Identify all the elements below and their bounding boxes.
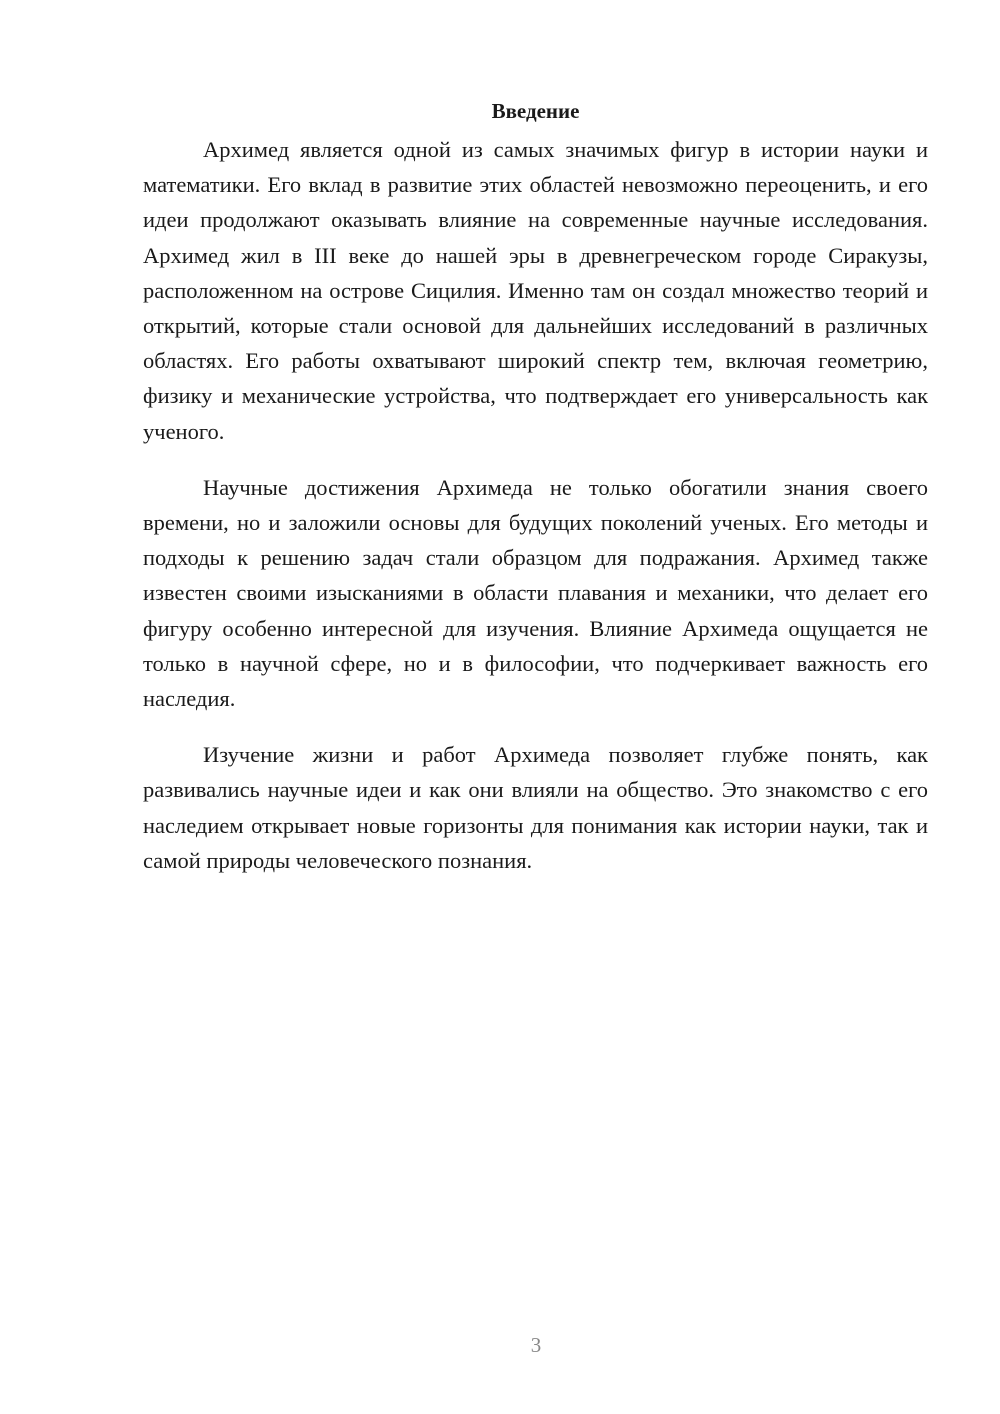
paragraph-1: Архимед является одной из самых значимых фигур в истории науки и математики. Его вклад в развитие этих областей невозможно переоценить, и его идеи продолжают оказывать влияние на современные научные исследования. Архимед жил в III веке до нашей эры в древнегреческом городе Сиракузы, расположенном на острове Сицилия. Именно там он создал множество теорий и открытий, которые стали основой для дальнейших исследований в различных областях. Его работы охватывают широкий спектр тем, включая геометрию, физику и механические устройства, что подтверждает его универсальность как ученого. [143,137,928,444]
section-heading: Введение [491,99,580,123]
paragraph-3: Изучение жизни и работ Архимеда позволяет глубже понять, как развивались научные идеи и как они влияли на общество. Это знакомство с его наследием открывает новые горизонты для понимания как истории науки, так и самой природы человеческого познания. [143,742,928,873]
page-number: 3 [530,1333,542,1357]
paragraph-2: Научные достижения Архимеда не только обогатили знания своего времени, но и заложили основы для будущих поколений ученых. Его методы и подходы к решению задач стали образцом для подражания. Архимед также известен своими изысканиями в области плавания и механики, что делает его фигуру особенно интересной для изучения. Влияние Архимеда ощущается не только в научной сфере, но и в философии, что подчеркивает важность его наследия. [143,474,928,712]
document-body [143,96,928,899]
